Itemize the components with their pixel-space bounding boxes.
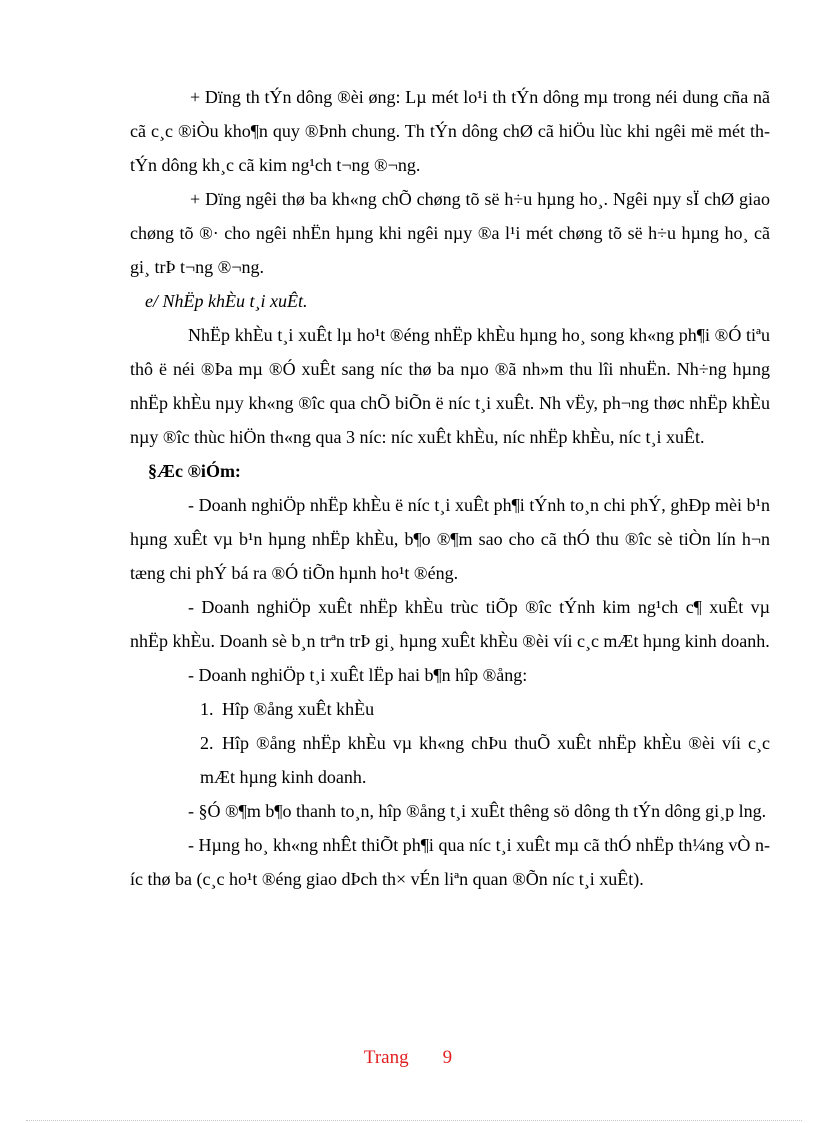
document-body bbox=[130, 80, 770, 896]
item-text: Hîp ®ång xuÊt khÈu bbox=[222, 699, 375, 719]
footer-label: Trang bbox=[363, 1047, 409, 1068]
paragraph: - Doanh nghiÖp xuÊt nhËp khÈu trùc tiÕp ®îc tÝnh kim ng¹ch c¶ xuÊt vµ nhËp khÈu. Doanh sè b¸n trªn trÞ gi¸ hµng xuÊt khÈu ®èi víi c¸c mÆt hµng kinh doanh. bbox=[130, 597, 770, 651]
paragraph: + Dïng ngêi thø ba kh«ng chÕ chøng tõ së h÷u hµng ho¸. Ngêi nµy sÏ chØ giao chøng tõ ®· cho ngêi nhËn hµng khi ngêi nµy ®a l¹i mét chøng tõ së h÷u hµng ho¸ cã gi¸ trÞ t¬ng ®¬ng. bbox=[130, 189, 770, 277]
paragraph: NhËp khÈu t¸i xuÊt lµ ho¹t ®éng nhËp khÈu hµng ho¸ song kh«ng ph¶i ®Ó tiªu thô ë néi ®Þa mµ ®Ó xuÊt sang níc thø ba nµo ®ã nh»m thu lîi nhuËn. Nh÷ng hµng nhËp khÈu nµy kh«ng ®îc qua chÕ biÕn ë níc t¸i xuÊt. Nh vËy, ph¬ng thøc nhËp khÈu nµy ®îc thùc hiÖn th«ng qua 3 níc: níc xuÊt khÈu, níc nhËp khÈu, níc t¸i xuÊt. bbox=[130, 325, 770, 447]
item-number: 1. bbox=[200, 699, 214, 719]
item-number: 2. bbox=[200, 733, 214, 753]
page-footer bbox=[0, 1047, 816, 1069]
paragraph: - §Ó ®¶m b¶o thanh to¸n, hîp ®ång t¸i xuÊt thêng sö dông th tÝn dông gi¸p lng. bbox=[188, 801, 767, 821]
paragraph: + Dïng th tÝn dông ®èi øng: Lµ mét lo¹i th tÝn dông mµ trong néi dung cña nã cã c¸c ®iÒu kho¶n quy ®Þnh chung. Th tÝn dông chØ cã hiÖu lùc khi ngêi më mét th tÝn dông kh¸c cã kim ng¹ch t¬ng ®¬ng. bbox=[130, 87, 770, 175]
page-number: 9 bbox=[442, 1047, 453, 1068]
section-heading: e/ NhËp khÈu t¸i xuÊt. bbox=[145, 291, 308, 311]
paragraph: - Doanh nghiÖp t¸i xuÊt lËp hai b¶n hîp ®ång: bbox=[188, 665, 528, 685]
paragraph: - Hµng ho¸ kh«ng nhÊt thiÕt ph¶i qua níc t¸i xuÊt mµ cã thÓ nhËp th¼ng vÒ níc thø ba (c¸c ho¹t ®éng giao dÞch th× vÉn liªn quan ®Õn níc t¸i xuÊt). bbox=[130, 835, 770, 889]
page-bottom-rule bbox=[26, 1120, 802, 1121]
numbered-item bbox=[200, 692, 770, 726]
section-heading: §Æc ®iÓm: bbox=[148, 461, 241, 481]
numbered-item bbox=[200, 726, 770, 794]
item-text: Hîp ®ång nhËp khÈu vµ kh«ng chÞu thuÕ xuÊt nhËp khÈu ®èi víi c¸c mÆt hµng kinh doanh. bbox=[200, 733, 770, 787]
paragraph: - Doanh nghiÖp nhËp khÈu ë níc t¸i xuÊt ph¶i tÝnh to¸n chi phÝ, ghÐp mèi b¹n hµng xuÊt vµ b¹n hµng nhËp khÈu, b¶o ®¶m sao cho cã thÓ thu ®îc sè tiÒn lín h¬n tæng chi phÝ bá ra ®Ó tiÕn hµnh ho¹t ®éng. bbox=[130, 495, 770, 583]
